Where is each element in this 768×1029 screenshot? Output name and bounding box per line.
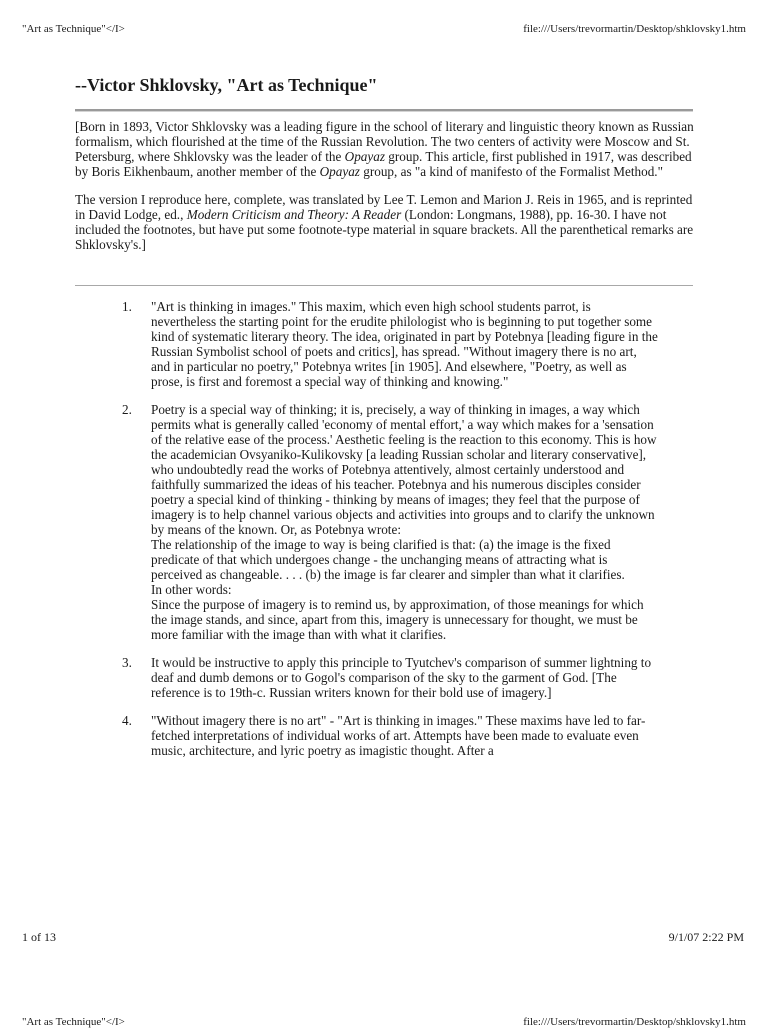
item-number: 4. xyxy=(122,713,132,728)
opayaz-term: Opayaz xyxy=(344,149,385,164)
page-counter: 1 of 13 xyxy=(22,930,56,944)
opayaz-term: Opayaz xyxy=(319,164,360,179)
print-timestamp: 9/1/07 2:22 PM xyxy=(668,930,744,944)
list-item-2 xyxy=(110,402,658,642)
browser-header-title: "Art as Technique"</I> xyxy=(22,23,125,35)
blockquote-potebnya: The relationship of the image to way is being clarified is that: (a) the image is the fixed predicate of that which undergoes change - the unchanging means of attracting what is perceived as changeable. . . . (b) the image is far clearer and simpler than what it clarifies. xyxy=(151,537,625,582)
intro-paragraph-1: [Born in 1893, Victor Shklovsky was a leading figure in the school of literary and linguistic theory known as Russian formalism, which flourished at the time of the Russian Revolution. The two centers of activity were Moscow and St. Petersburg, where Shklovsky was the leader of the Opayaz group. This article, first published in 1917, was described by Boris Eikhenbaum, another member of the Opayaz group, as "a kind of manifesto of the Formalist Method." xyxy=(75,119,694,179)
item-text: "Art is thinking in images." This maxim, which even high school students parrot, is nevertheless the starting point for the erudite philologist who is beginning to put together some kind of systematic literary theory. The idea, originated in part by Potebnya [leading figure in the Russian Symbolist school of poets and critics], has spread. "Without imagery there is no art, and in particular no poetry," Potebnya writes [in 1905]. And elsewhere, "Poetry, as well as prose, is first and foremost a special way of thinking and knowing." xyxy=(151,299,658,389)
next-page-header-url: file:///Users/trevormartin/Desktop/shklovsky1.htm xyxy=(523,1016,746,1028)
item-text: Poetry is a special way of thinking; it is, precisely, a way of thinking in images, a way which permits what is generally called 'economy of mental effort,' a way which makes for a 'sensation of the relative ease of the process.' Aesthetic feeling is the reaction to this economy. This is how the academician Ovsyaniko-Kulikovsky [a leading Russian scholar and literary conservative], who undoubtedly read the works of Potebnya attentively, almost certainly understood and faithfully summarized the ideas of his teacher. Potebnya and his numerous disciples consider poetry a special kind of thinking - thinking by means of images; they feel that the purpose of imagery is to help channel various objects and activities into groups and to clarify the unknown by means of the known. Or, as Potebnya wrote: xyxy=(151,402,657,537)
book-title: Modern Criticism and Theory: A Reader xyxy=(186,207,402,222)
intro-divider xyxy=(75,285,693,286)
blockquote-imagery: Since the purpose of imagery is to remind us, by approximation, of those meanings for which the image stands, and since, apart from this, imagery is unnecessary for thought, we must be more familiar with the image than with what it clarifies. xyxy=(151,597,644,642)
item-bridge-text: In other words: xyxy=(151,582,232,597)
item-text: "Without imagery there is no art" - "Art is thinking in images." These maxims have led to far-fetched interpretations of individual works of art. Attempts have been made to evaluate even music, architecture, and lyric poetry as imagistic thought. After a xyxy=(151,713,646,758)
item-number: 1. xyxy=(122,299,132,314)
title-divider xyxy=(75,109,693,112)
list-item-4 xyxy=(110,713,658,758)
item-number: 2. xyxy=(122,402,132,417)
browser-header-url: file:///Users/trevormartin/Desktop/shklovsky1.htm xyxy=(523,23,746,35)
numbered-list xyxy=(110,299,658,771)
intro-paragraph-2: The version I reproduce here, complete, was translated by Lee T. Lemon and Marion J. Reis in 1965, and is reprinted in David Lodge, ed., Modern Criticism and Theory: A Reader (London: Longmans, 1988), pp. 16-30. I have not included the footnotes, but have put some footnote-type material in square brackets. All the parenthetical remarks are Shklovsky's.] xyxy=(75,192,694,252)
item-number: 3. xyxy=(122,655,132,670)
next-page-header-title: "Art as Technique"</I> xyxy=(22,1016,125,1028)
list-item-1 xyxy=(110,299,658,389)
list-item-3 xyxy=(110,655,658,700)
page-title: --Victor Shklovsky, "Art as Technique" xyxy=(75,75,378,95)
item-text: It would be instructive to apply this principle to Tyutchev's comparison of summer lightning to deaf and dumb demons or to Gogol's comparison of the sky to the garment of God. [The reference is to 19th-c. Russian writers known for their bold use of imagery.] xyxy=(151,655,652,700)
intro-section xyxy=(75,119,699,265)
